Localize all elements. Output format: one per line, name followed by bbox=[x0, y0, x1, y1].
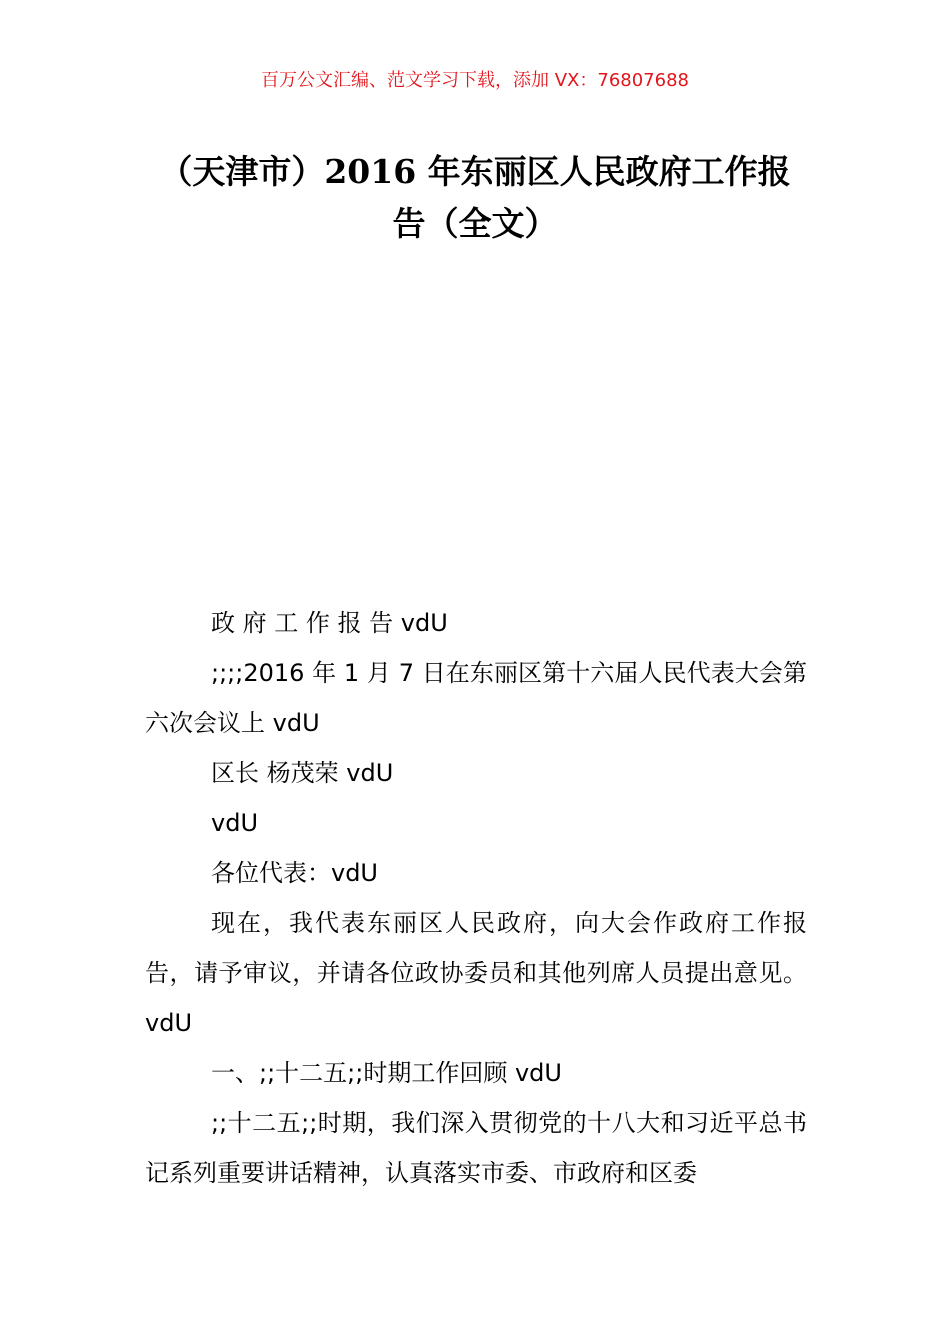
report-heading-paragraph: 政 府 工 作 报 告 vdU bbox=[211, 609, 448, 637]
meeting-date-paragraph: ;;;;2016 年 1 月 7 日在东丽区第十六届人民代表大会第六次会议上 vdU bbox=[145, 659, 807, 737]
intro-paragraph: 现在，我代表东丽区人民政府，向大会作政府工作报告，请予审议，并请各位政协委员和其他列席人员提出意见。vdU bbox=[145, 909, 807, 1037]
section-heading-paragraph: 一、;;十二五;;时期工作回顾 vdU bbox=[211, 1059, 562, 1087]
document-body bbox=[145, 598, 807, 1198]
document-title-line-1: （天津市）2016 年东丽区人民政府工作报 bbox=[159, 152, 791, 191]
document-title-line-2: 告（全文） bbox=[392, 204, 558, 243]
document-title bbox=[145, 146, 805, 250]
salutation-paragraph: 各位代表：vdU bbox=[211, 859, 379, 887]
section-body-paragraph: ;;十二五;;时期，我们深入贯彻党的十八大和习近平总书记系列重要讲话精神，认真落实市委、市政府和区委 bbox=[145, 1109, 807, 1187]
speaker-paragraph: 区长 杨茂荣 vdU bbox=[211, 759, 394, 787]
blank-marker-paragraph: vdU bbox=[211, 809, 259, 837]
promo-header-banner: 百万公文汇编、范文学习下载，添加 VX：76807688 bbox=[261, 70, 689, 91]
